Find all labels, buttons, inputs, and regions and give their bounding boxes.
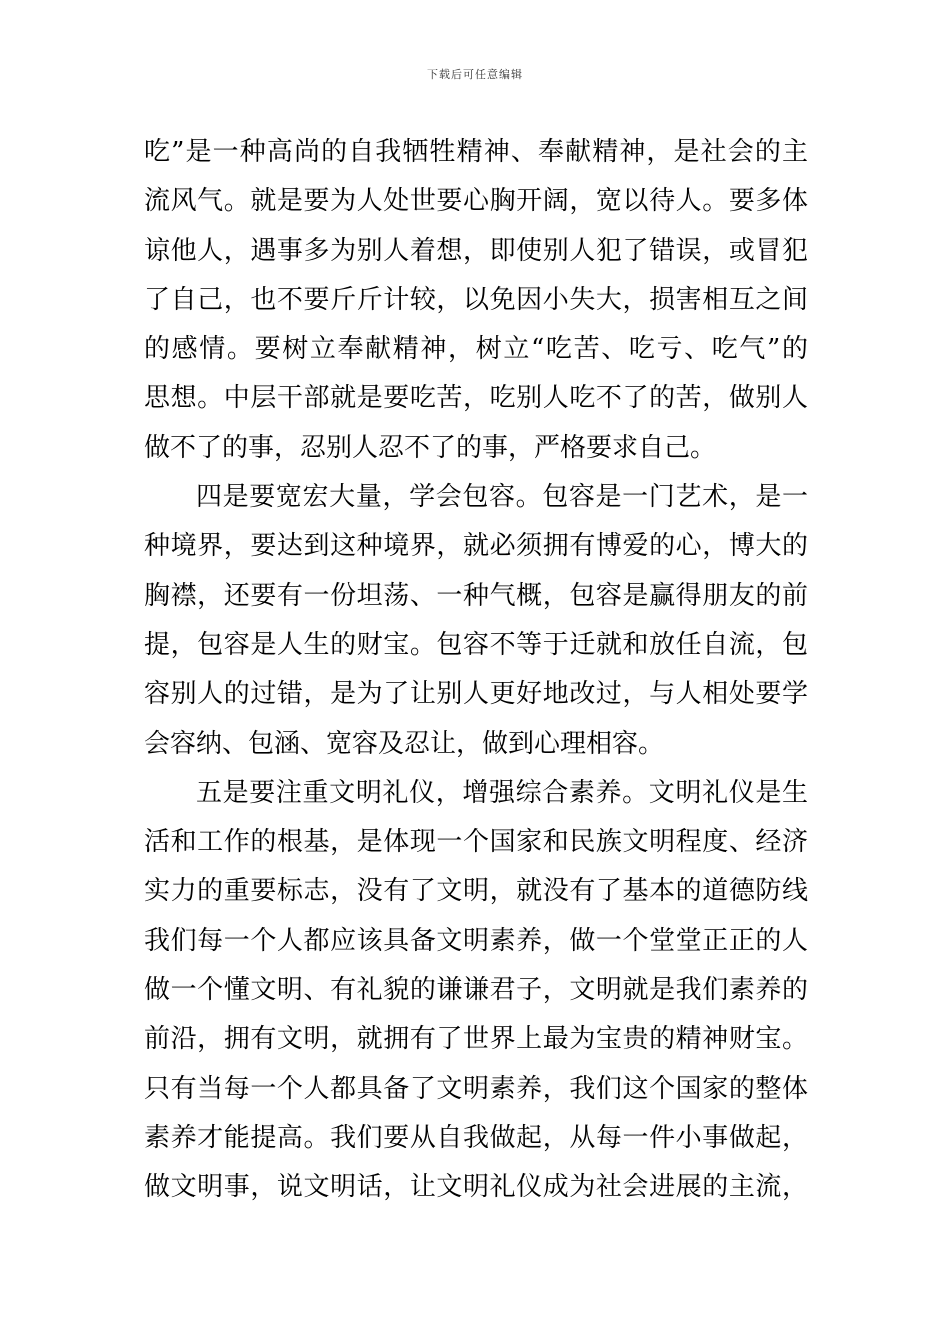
- paragraph-start-line: 四是要宽宏大量，学会包容。包容是一门艺术，是一: [196, 482, 808, 513]
- text-line: 素养才能提高。我们要从自我做起，从每一件小事做起，: [144, 1122, 808, 1153]
- text-line: 吃”是一种高尚的自我牺牲精神、奉献精神，是社会的主: [144, 137, 808, 167]
- text-line: 种境界，要达到这种境界，就必须拥有博爱的心，博大的: [144, 531, 808, 562]
- header-note: 下载后可任意编辑: [427, 68, 523, 81]
- text-line: 了自己，也不要斤斤计较，以免因小失大，损害相互之间: [144, 284, 808, 315]
- text-line: 提，包容是人生的财宝。包容不等于迁就和放任自流，包: [144, 629, 808, 660]
- text-line: 做不了的事，忍别人忍不了的事，严格要求自己。: [144, 432, 717, 463]
- text-line: 会容纳、包涵、宽容及忍让，做到心理相容。: [144, 728, 665, 759]
- text-line: 的感情。要树立奉献精神，树立“吃苦、吃亏、吃气”的: [144, 334, 808, 365]
- text-line: 前沿，拥有文明，就拥有了世界上最为宝贵的精神财宝。: [144, 1024, 808, 1055]
- text-line: 容别人的过错，是为了让别人更好地改过，与人相处要学: [144, 679, 808, 710]
- text-line: 做文明事，说文明话，让文明礼仪成为社会进展的主流，: [144, 1172, 808, 1203]
- text-line: 实力的重要标志，没有了文明，就没有了基本的道德防线: [144, 876, 808, 907]
- text-line: 只有当每一个人都具备了文明素养，我们这个国家的整体: [144, 1073, 808, 1104]
- body-text: [144, 128, 808, 1213]
- text-line: 活和工作的根基，是体现一个国家和民族文明程度、经济: [144, 827, 808, 858]
- text-line: 做一个懂文明、有礼貌的谦谦君子，文明就是我们素养的: [144, 975, 808, 1006]
- text-line: 谅他人，遇事多为别人着想，即使别人犯了错误，或冒犯: [144, 235, 808, 266]
- text-line: 思想。中层干部就是要吃苦，吃别人吃不了的苦，做别人: [144, 383, 808, 414]
- text-line: 我们每一个人都应该具备文明素养，做一个堂堂正正的人: [144, 925, 808, 956]
- text-line: 胸襟，还要有一份坦荡、一种气概，包容是赢得朋友的前: [144, 580, 808, 611]
- paragraph-start-line: 五是要注重文明礼仪，增强综合素养。文明礼仪是生: [196, 777, 808, 808]
- text-line: 流风气。就是要为人处世要心胸开阔，宽以待人。要多体: [144, 186, 808, 217]
